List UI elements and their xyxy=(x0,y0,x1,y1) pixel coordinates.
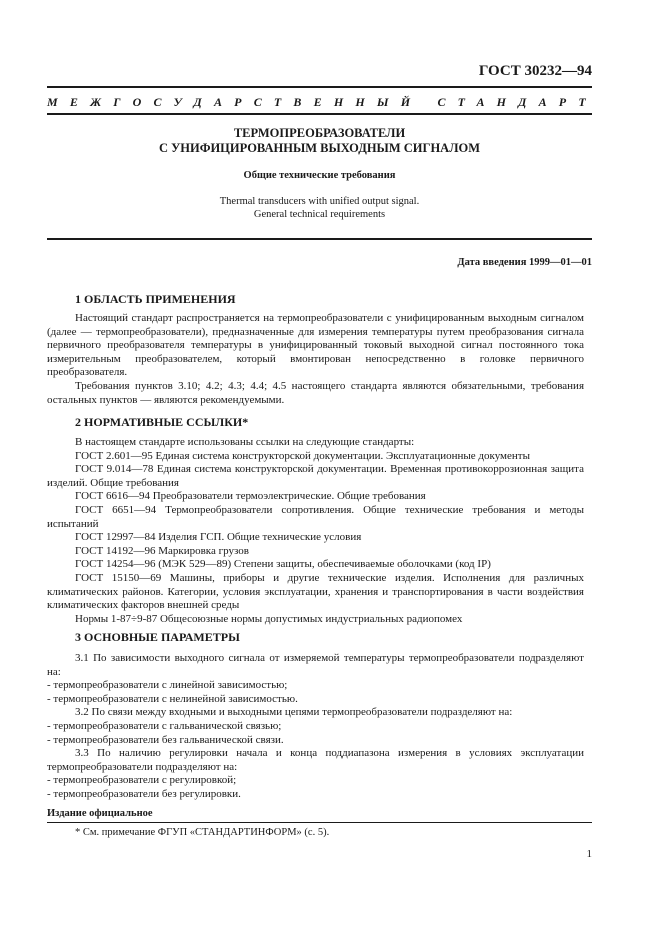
references-intro: В настоящем стандарте использованы ссылки на следующие стандарты: xyxy=(75,436,415,448)
document-title xyxy=(47,126,592,156)
title-top-divider xyxy=(47,113,592,115)
list-item: - термопреобразователи без гальванической связи. xyxy=(47,733,284,746)
reference-item: ГОСТ 12997—84 Изделия ГСП. Общие технические условия xyxy=(75,531,362,544)
list-item: - термопреобразователи с гальванической связью; xyxy=(47,719,282,732)
clause-3-2: 3.2 По связи между входными и выходными цепями термопреобразователи подразделяют на: xyxy=(75,706,513,719)
reference-item: Нормы 1-87÷9-87 Общесоюзные нормы допустимых индустриальных радиопомех xyxy=(75,612,463,625)
reference-item: ГОСТ 14192—96 Маркировка грузов xyxy=(75,544,249,557)
reference-item: ГОСТ 2.601—95 Единая система конструкторской документации. Эксплуатационные документы xyxy=(75,449,530,462)
title-line-1: ТЕРМОПРЕОБРАЗОВАТЕЛИ xyxy=(233,126,406,140)
header-divider xyxy=(47,86,592,88)
list-item: - термопреобразователи с нелинейной зависимостью. xyxy=(47,692,298,705)
section-1-paragraph-1: Настоящий стандарт распространяется на термопреобразователи с унифицированным выходным сигналом (далее — термопреобразователи), предназначенные для измерения температуры путем преобразования сигнала первичного преобразователя температуры в унифицированный токовый выходной сигнал постоянного тока измерительным преобразователем, который вмонтирован непосредственно в головке первичного преобразователя. xyxy=(47,312,584,379)
title-line-2: С УНИФИЦИРОВАННЫМ ВЫХОДНЫМ СИГНАЛОМ xyxy=(158,141,481,155)
standard-number: ГОСТ 30232—94 xyxy=(478,63,592,79)
section-3-heading: 3 ОСНОВНЫЕ ПАРАМЕТРЫ xyxy=(75,630,240,644)
reference-item: ГОСТ 15150—69 Машины, приборы и другие технические изделия. Исполнения для различных климатических районов. Категории, условия эксплуатации, хранения и транспортирования в части воздействия климатических факторов внешней среды xyxy=(47,571,584,612)
reference-item: ГОСТ 6616—94 Преобразователи термоэлектрические. Общие требования xyxy=(75,490,426,503)
document-subtitle: Общие технические требования xyxy=(243,170,396,181)
clause-3-1: 3.1 По зависимости выходного сигнала от измеряемой температуры термопреобразователи подразделяют на: xyxy=(47,652,584,678)
title-bottom-divider xyxy=(47,238,592,240)
introduction-date: Дата введения 1999—01—01 xyxy=(457,257,592,268)
section-1-heading: 1 ОБЛАСТЬ ПРИМЕНЕНИЯ xyxy=(75,292,236,306)
section-3-body xyxy=(47,652,584,802)
section-1-paragraph-2: Требования пунктов 3.10; 4.2; 4.3; 4.4; 4.5 настоящего стандарта являются обязательными, требования остальных пунктов — являются рекомендуемыми. xyxy=(47,379,584,406)
list-item: - термопреобразователи с линейной зависимостью; xyxy=(47,679,288,692)
page-number: 1 xyxy=(586,848,592,860)
section-2-body xyxy=(47,436,584,626)
reference-item: ГОСТ 6651—94 Термопреобразователи сопротивления. Общие технические требования и методы испытаний xyxy=(47,503,584,530)
clause-3-3: 3.3 По наличию регулировки начала и конца поддиапазона измерения в условиях эксплуатации термопреобразователи подразделяют на: xyxy=(47,747,584,773)
english-title-line-1: Thermal transducers with unified output signal. xyxy=(219,196,420,207)
official-edition-label: Издание официальное xyxy=(47,808,153,819)
list-item: - термопреобразователи с регулировкой; xyxy=(47,774,237,787)
reference-item: ГОСТ 9.014—78 Единая система конструкторской документации. Временная противокоррозионная защита изделий. Общие требования xyxy=(47,463,584,489)
section-1-body xyxy=(47,312,584,407)
list-item: - термопреобразователи без регулировки. xyxy=(47,787,241,800)
section-2-heading: 2 НОРМАТИВНЫЕ ССЫЛКИ* xyxy=(75,415,249,429)
english-title xyxy=(47,195,592,221)
footnote-divider xyxy=(47,822,592,823)
english-title-line-2: General technical requirements xyxy=(253,209,386,220)
interstate-standard-label: МЕЖГОСУДАРСТВЕННЫЙ СТАНДАРТ xyxy=(47,95,598,109)
footnote: * См. примечание ФГУП «СТАНДАРТИНФОРМ» (с. 5). xyxy=(75,827,330,838)
reference-item: ГОСТ 14254—96 (МЭК 529—89) Степени защиты, обеспечиваемые оболочками (код IP) xyxy=(75,558,491,571)
